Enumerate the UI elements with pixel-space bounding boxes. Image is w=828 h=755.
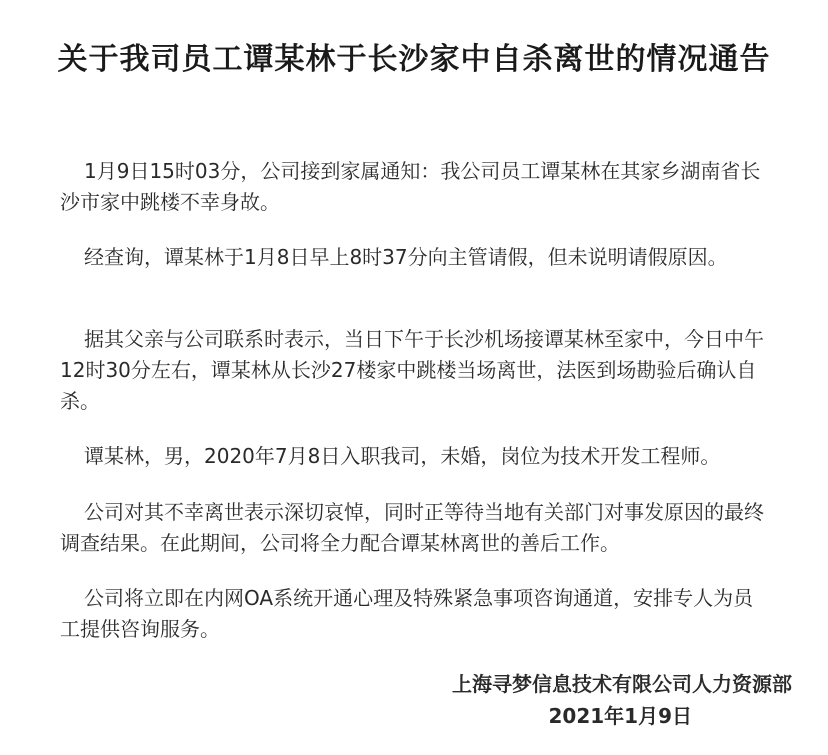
paragraph-6: 公司将立即在内网OA系统开通心理及特殊紧急事项咨询通道，安排专人为员工提供咨询服务。 <box>60 586 754 641</box>
signature-organization: 上海寻梦信息技术有限公司人力资源部 <box>452 672 792 696</box>
paragraph-5: 公司对其不幸离世表示深切哀悼，同时正等待当地有关部门对事发原因的最终调查结果。在此期间，公司将全力配合谭某林离世的善后工作。 <box>60 500 764 555</box>
paragraph-3: 据其父亲与公司联系时表示，当日下午于长沙机场接谭某林至家中，今日中午12时30分左右，谭某林从长沙27楼家中跳楼当场离世，法医到场勘验后确认自杀。 <box>60 327 764 413</box>
paragraph-2: 经查询，谭某林于1月8日早上8时37分向主管请假，但未说明请假原因。 <box>84 245 728 269</box>
notice-title: 关于我司员工谭某林于长沙家中自杀离世的情况通告 <box>57 42 771 77</box>
paragraph-1: 1月9日15时03分，公司接到家属通知：我公司员工谭某林在其家乡湖南省长沙市家中跳楼不幸身故。 <box>60 159 761 214</box>
paragraph-4: 谭某林，男，2020年7月8日入职我司，未婚，岗位为技术开发工程师。 <box>84 444 721 468</box>
signature-date: 2021年1月9日 <box>548 704 692 728</box>
